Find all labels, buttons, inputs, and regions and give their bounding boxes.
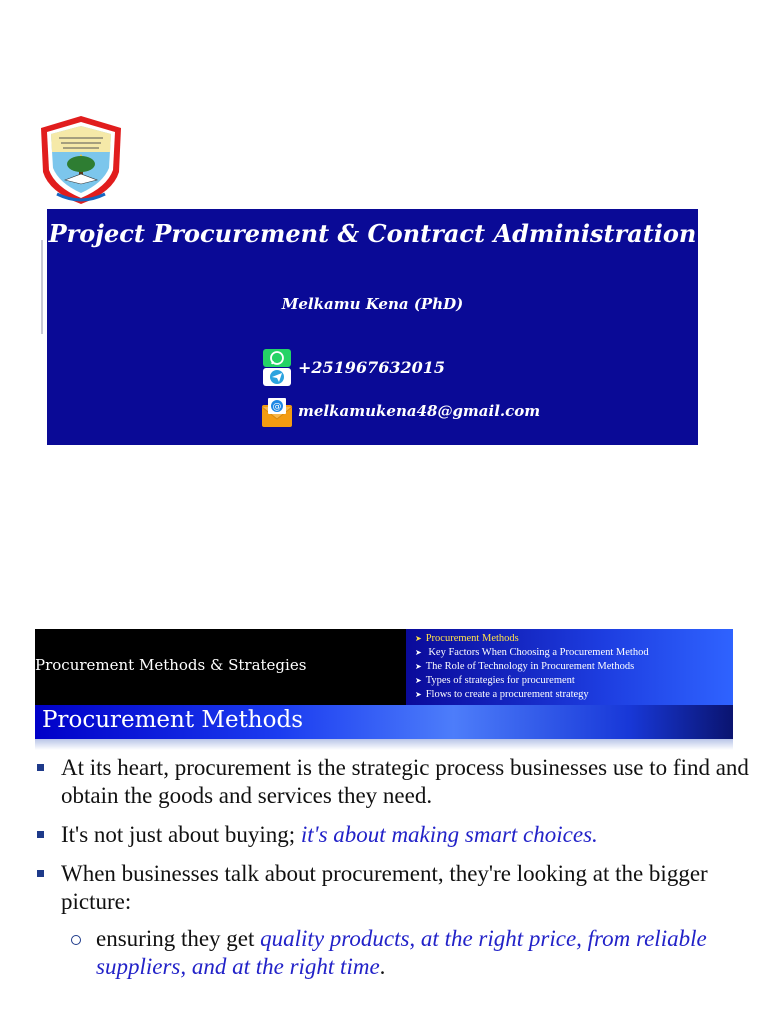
toc-item[interactable] bbox=[406, 674, 733, 688]
bullet-list bbox=[35, 754, 755, 981]
section-bar-shadow bbox=[35, 739, 733, 750]
whatsapp-telegram-icon bbox=[262, 349, 292, 387]
arrow-bullet-icon: ➤ bbox=[415, 648, 422, 657]
toc-item-label: Flows to create a procurement strategy bbox=[425, 689, 589, 700]
phone-number[interactable]: +251967632015 bbox=[298, 358, 445, 377]
circle-bullet-icon bbox=[71, 935, 81, 945]
slide-edge-line bbox=[41, 240, 43, 334]
square-bullet-icon bbox=[37, 831, 44, 838]
square-bullet-icon bbox=[37, 764, 44, 771]
bullet-text: When businesses talk about procurement, they're looking at the bigger picture: bbox=[61, 861, 708, 914]
bullet-item bbox=[35, 754, 755, 810]
toc-item-label: Key Factors When Choosing a Procurement Method bbox=[425, 647, 649, 658]
toc-item-label: Procurement Methods bbox=[425, 633, 519, 644]
slide-header-title: Procurement Methods & Strategies bbox=[35, 656, 307, 674]
table-of-contents bbox=[406, 629, 733, 708]
bullet-text: At its heart, procurement is the strategic process businesses use to find and obtain the goods and services they need. bbox=[61, 755, 749, 808]
author-name: Melkamu Kena (PhD) bbox=[281, 295, 464, 313]
sub-bullet-emphasis: quality products, at the right price, from reliable suppliers, and at the right time bbox=[96, 926, 707, 979]
arrow-bullet-icon: ➤ bbox=[415, 690, 422, 699]
bullet-text: It's not just about buying; bbox=[61, 822, 301, 847]
toc-item[interactable] bbox=[406, 688, 733, 702]
university-logo bbox=[37, 114, 125, 206]
section-title: Procurement Methods bbox=[42, 707, 303, 733]
toc-item-label: Types of strategies for procurement bbox=[425, 675, 575, 686]
bullet-emphasis: it's about making smart choices. bbox=[300, 822, 598, 847]
sub-bullet-end: . bbox=[379, 954, 386, 979]
toc-item-label: The Role of Technology in Procurement Methods bbox=[425, 661, 635, 672]
sub-bullet-item bbox=[35, 925, 755, 981]
svg-text:@: @ bbox=[272, 402, 282, 412]
title-card bbox=[47, 209, 698, 445]
arrow-bullet-icon: ➤ bbox=[415, 634, 422, 643]
toc-item[interactable] bbox=[406, 646, 733, 660]
section-title-bar bbox=[35, 705, 733, 739]
square-bullet-icon bbox=[37, 870, 44, 877]
toc-item[interactable] bbox=[406, 660, 733, 674]
bullet-item bbox=[35, 821, 755, 849]
toc-item[interactable] bbox=[406, 632, 733, 646]
email-address[interactable]: melkamukena48@gmail.com bbox=[298, 402, 541, 420]
email-icon bbox=[259, 395, 295, 431]
bullet-item bbox=[35, 860, 755, 916]
arrow-bullet-icon: ➤ bbox=[415, 662, 422, 671]
arrow-bullet-icon: ➤ bbox=[415, 676, 422, 685]
presentation-title: Project Procurement & Contract Administration bbox=[48, 219, 697, 248]
sub-bullet-text: ensuring they get bbox=[96, 926, 261, 951]
slide-header bbox=[35, 629, 733, 705]
